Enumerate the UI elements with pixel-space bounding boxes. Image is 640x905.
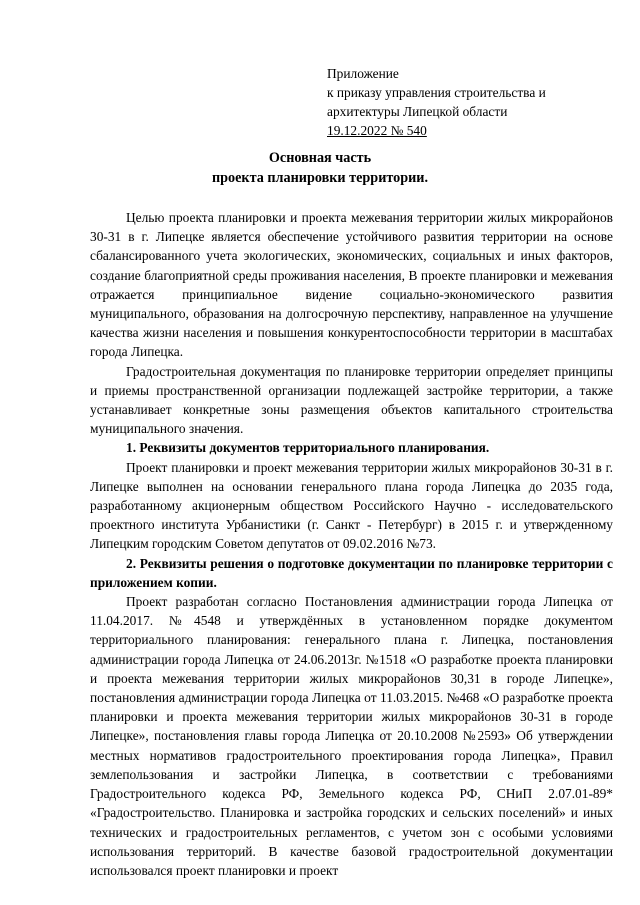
document-title [0, 148, 640, 188]
section-heading-1: 1. Реквизиты документов территориального планирования. [126, 440, 490, 456]
paragraph-purpose: Целью проекта планировки и проекта межевания территории жилых микрорайонов 30-31 в г. Липецке является обеспечение устойчивого развития территории на основе сбалансированного учета экологических, экономических, социальных и иных факторов, создание благоприятной среды проживания населения, В проекте планировки и межевания отражается принципиальное видение социально-экономического развития муниципального, образования на долгосрочную перспективу, направленное на улучшение качества жизни населения и повышения конкурентоспособности территории в масштабах города Липецка. [90, 210, 613, 360]
appendix-line-2: к приказу управления строительства и [327, 85, 546, 100]
appendix-line-1: Приложение [327, 66, 399, 81]
paragraph-documentation: Градостроительная документация по планировке территории определяет принципы и приемы пространственной организации подлежащей застройке территории, а также устанавливает конкретные зоны размещения объектов капитального строительства муниципального значения. [90, 363, 613, 437]
appendix-line-3: архитектуры Липецкой области [327, 104, 508, 119]
document-body [90, 208, 613, 880]
section-heading-2: 2. Реквизиты решения о подготовке документации по планировке территории с приложением копии. [90, 555, 613, 590]
order-date-number: 19.12.2022 № 540 [327, 123, 427, 138]
appendix-note [327, 64, 617, 140]
paragraph-planning-basis: Проект планировки и проект межевания территории жилых микрорайонов 30-31 в г. Липецке выполнен на основании генерального плана города Липецка до 2035 года, разработанному акционерным обществом Российского Научно - исследовательского проектного института Урбанистики (г. Санкт - Петербург) в 2015 г. и утвержденному Липецким городским Советом депутатов от 09.02.2016 №73. [90, 459, 613, 552]
title-line-1: Основная часть [268, 150, 372, 166]
paragraph-decision-details: Проект разработан согласно Постановления администрации города Липецка от 11.04.2017. №4548 и утверждённых в установленном порядке документом территориального планирования: генерального плана г. Липецка, постановления администрации города Липецка от 24.06.2013г. №1518 «О разработке проекта планировки и проекта межевания территории жилых микрорайонов 30,31 в городе Липецке», постановления администрации города Липецка от 11.03.2015. №468 «О разработке проекта планировки и проекта межевания территории жилых микрорайонов 30-31 в городе Липецке», постановления главы города Липецка от 20.10.2008 №2593» Об утверждении местных нормативов градостроительного проектирования города Липецка», Правил землепользования и застройки Липецка, в соответствии с требованиями Градостроительного кодекса РФ, Земельного кодекса РФ, СНиП 2.07.01-89* «Градостроительство. Планировка и застройка городских и сельских поселений» и иных технических и градостроительных регламентов, с учетом зон с особыми условиями использования территорий. В качестве базовой градостроительной документации использовался проект планировки и проект [90, 594, 613, 878]
title-line-2: проекта планировки территории. [211, 170, 429, 186]
